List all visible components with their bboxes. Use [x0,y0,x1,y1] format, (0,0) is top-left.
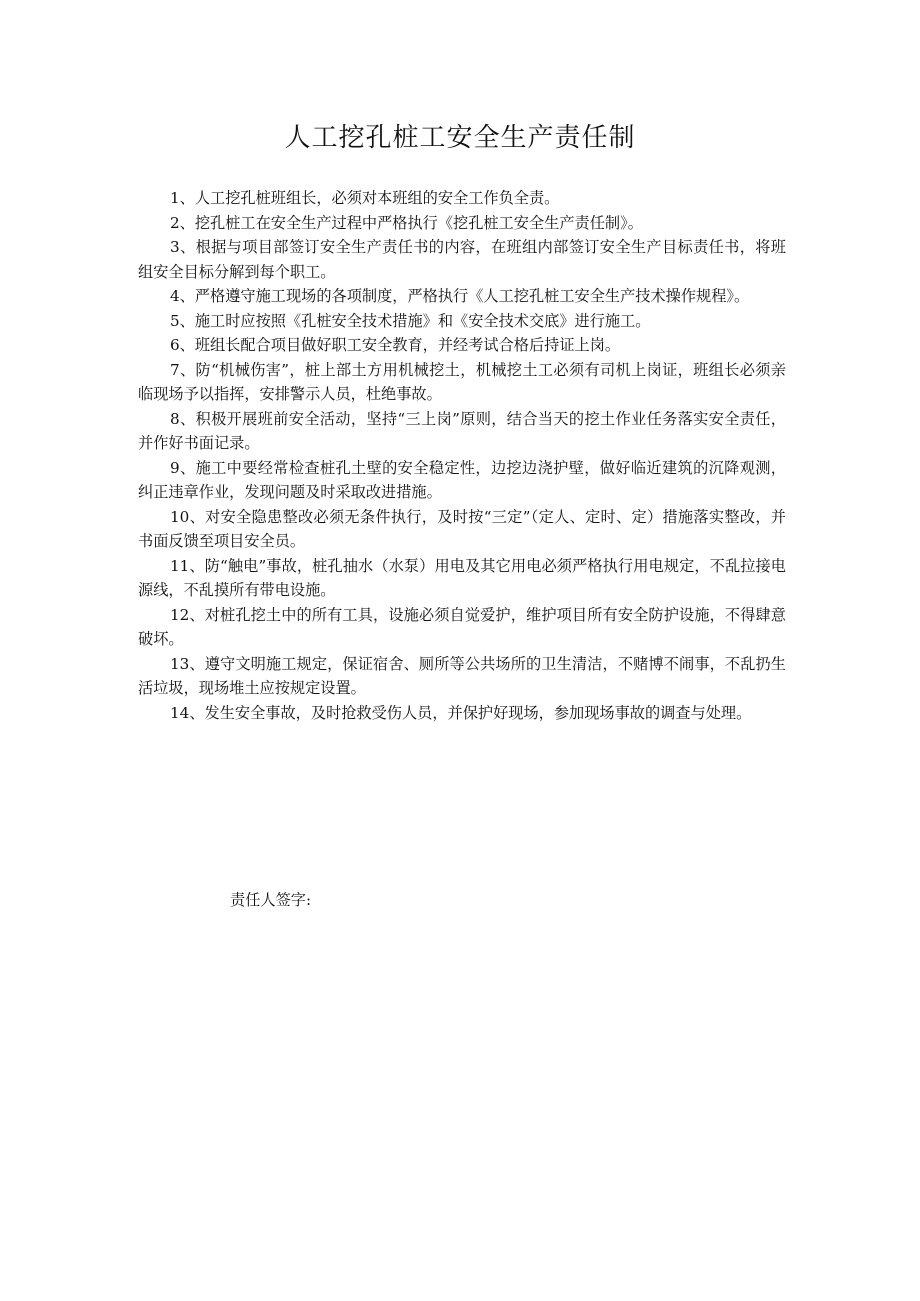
signature-label: 责任人签字: [230,891,312,909]
clause-6: 6、班组长配合项目做好职工安全教育，并经考试合格后持证上岗。 [170,336,621,354]
clause-1: 1、人工挖孔桩班组长，必须对本班组的安全工作负全责。 [170,189,560,207]
document-title: 人工挖孔桩工安全生产责任制 [284,123,636,153]
clause-2: 2、挖孔桩工在安全生产过程中严格执行《挖孔桩工安全生产责任制》。 [170,213,643,232]
clause-13: 13、遵守文明施工规定，保证宿舍、厕所等公共场所的卫生清洁，不赌博不闹事，不乱扔生活垃圾，现场堆土应按规定设置。 [138,654,786,697]
clause-10: 10、对安全隐患整改必须无条件执行，及时按“三定”（定人、定时、定）措施落实整改，并书面反馈至项目安全员。 [138,507,786,550]
clause-11: 11、防“触电”事故，桩孔抽水（水泵）用电及其它用电必须严格执行用电规定，不乱拉接电源线，不乱摸所有带电设施。 [138,556,786,599]
clause-5: 5、施工时应按照《孔桩安全技术措施》和《安全技术交底》进行施工。 [170,311,651,330]
clause-3: 3、根据与项目部签订安全生产责任书的内容，在班组内部签订安全生产目标责任书，将班组安全目标分解到每个职工。 [138,238,786,281]
clause-9: 9、施工中要经常检查桩孔土壁的安全稳定性，边挖边浇护壁，做好临近建筑的沉降观测，纠正违章作业，发现问题及时采取改进措施。 [138,458,786,501]
clause-7: 7、防“机械伤害”，桩上部土方用机械挖土，机械挖土工必须有司机上岗证，班组长必须亲临现场予以指挥，安排警示人员，杜绝事故。 [138,360,786,403]
clause-list [138,186,786,725]
clause-4: 4、严格遵守施工现场的各项制度，严格执行《人工挖孔桩工安全生产技术操作规程》。 [170,287,750,305]
clause-8: 8、积极开展班前安全活动，坚持“三上岗”原则，结合当天的挖土作业任务落实安全责任，并作好书面记录。 [138,409,786,452]
clause-12: 12、对桩孔挖土中的所有工具，设施必须自觉爱护，维护项目所有安全防护设施，不得肆意破坏。 [138,605,786,648]
clause-14: 14、发生安全事故，及时抢救受伤人员，并保护好现场，参加现场事故的调查与处理。 [170,703,752,722]
